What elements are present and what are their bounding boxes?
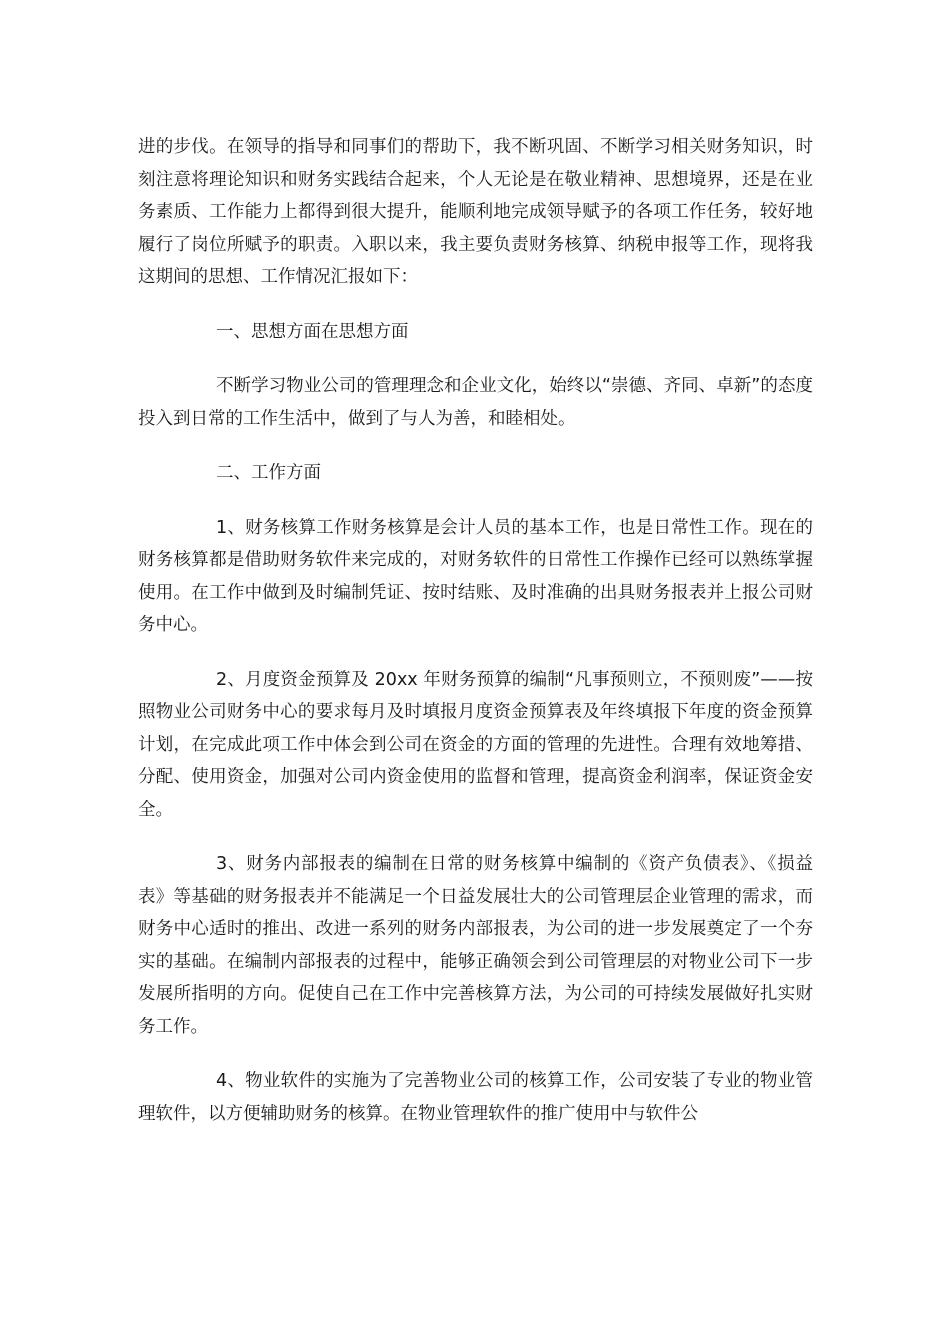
paragraph-intro: 进的步伐。在领导的指导和同事们的帮助下，我不断巩固、不断学习相关财务知识，时刻注意将理论知识和财务实践结合起来，个人无论是在敬业精神、思想境界，还是在业务素质、工作能力上都得到很大提升，能顺利地完成领导赋予的各项工作任务，较好地履行了岗位所赋予的职责。入职以来，我主要负责财务核算、纳税申报等工作，现将我这期间的思想、工作情况汇报如下：: [138, 137, 813, 287]
paragraph-work-1: 1、财务核算工作财务核算是会计人员的基本工作，也是日常性工作。现在的财务核算都是借助财务软件来完成的，对财务软件的日常性工作操作已经可以熟练掌握使用。在工作中做到及时编制凭证、按时结账、及时准确的出具财务报表并上报公司财务中心。: [138, 517, 813, 635]
paragraph-work-4: 4、物业软件的实施为了完善物业公司的核算工作，公司安装了专业的物业管理软件，以方便辅助财务的核算。在物业管理软件的推广使用中与软件公: [138, 1071, 813, 1124]
paragraph-thought: 不断学习物业公司的管理理念和企业文化，始终以“崇德、齐同、卓新”的态度投入到日常的工作生活中，做到了与人为善，和睦相处。: [138, 376, 813, 429]
paragraph-work-2: 2、月度资金预算及 20xx 年财务预算的编制“凡事预则立，不预则废”——按照物业公司财务中心的要求每月及时填报月度资金预算表及年终填报下年度的资金预算计划，在完成此项工作中体会到公司在资金的方面的管理的先进性。合理有效地筹措、分配、使用资金，加强对公司内资金使用的监督和管理，提高资金利润率，保证资金安全。: [138, 669, 813, 820]
section-heading-work: 二、工作方面: [216, 463, 321, 483]
document-body: [138, 131, 813, 1152]
section-heading-thought: 一、思想方面在思想方面: [216, 321, 409, 342]
paragraph-work-3: 3、财务内部报表的编制在日常的财务核算中编制的《资产负债表》、《损益表》等基础的财务报表并不能满足一个日益发展壮大的公司管理层企业管理的需求，而财务中心适时的推出、改进一系列的财务内部报表，为公司的进一步发展奠定了一个夯实的基础。在编制内部报表的过程中，能够正确领会到公司管理层的对物业公司下一步发展所指明的方向。促使自己在工作中完善核算方法，为公司的可持续发展做好扎实财务工作。: [138, 854, 813, 1037]
